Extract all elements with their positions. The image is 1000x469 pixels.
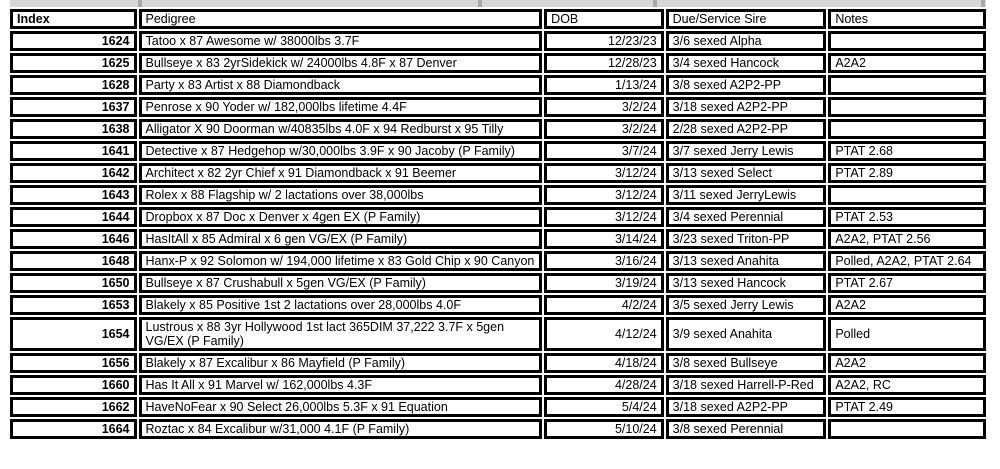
table-row — [10, 75, 986, 95]
table-row — [10, 97, 986, 117]
table-row — [10, 273, 986, 293]
cell-notes: PTAT 2.68 — [828, 141, 986, 161]
cell-dob: 3/2/24 — [544, 119, 663, 139]
cell-sire: 3/13 sexed Select — [666, 163, 827, 183]
cell-sire: 3/11 sexed JerryLewis — [666, 185, 827, 205]
cell-notes — [828, 75, 986, 95]
cell-dob: 4/28/24 — [544, 375, 663, 395]
cell-sire: 3/18 sexed A2P2-PP — [666, 397, 827, 417]
table-row — [10, 163, 986, 183]
cell-dob: 3/2/24 — [544, 97, 663, 117]
cell-sire: 3/9 sexed Anahita — [666, 317, 827, 351]
cell-index: 1638 — [10, 119, 137, 139]
cell-dob: 3/14/24 — [544, 229, 663, 249]
table-header — [10, 9, 986, 29]
cell-pedigree: Bullseye x 87 Crushabull x 5gen VG/EX (P Family) — [139, 273, 543, 293]
cell-dob: 3/12/24 — [544, 163, 663, 183]
table-row — [10, 185, 986, 205]
cell-dob: 3/12/24 — [544, 185, 663, 205]
cell-notes — [828, 185, 986, 205]
cell-dob: 4/2/24 — [544, 295, 663, 315]
cell-index: 1643 — [10, 185, 137, 205]
cell-pedigree: HasItAll x 85 Admiral x 6 gen VG/EX (P Family) — [139, 229, 543, 249]
cell-notes — [828, 97, 986, 117]
column-header-dob: DOB — [544, 9, 663, 29]
cell-index: 1641 — [10, 141, 137, 161]
cell-dob: 5/10/24 — [544, 419, 663, 439]
table-row — [10, 119, 986, 139]
cell-pedigree: Party x 83 Artist x 88 Diamondback — [139, 75, 543, 95]
cell-notes — [828, 31, 986, 51]
cell-sire: 3/13 sexed Anahita — [666, 251, 827, 271]
table-row — [10, 207, 986, 227]
column-header-sire: Due/Service Sire — [666, 9, 827, 29]
cell-notes: PTAT 2.67 — [828, 273, 986, 293]
cell-pedigree: Dropbox x 87 Doc x Denver x 4gen EX (P Family) — [139, 207, 543, 227]
cell-notes — [828, 119, 986, 139]
cell-dob: 4/18/24 — [544, 353, 663, 373]
cell-pedigree: Lustrous x 88 3yr Hollywood 1st lact 365DIM 37,222 3.7F x 5gen VG/EX (P Family) — [139, 317, 543, 351]
cell-index: 1625 — [10, 53, 137, 73]
cell-notes: PTAT 2.53 — [828, 207, 986, 227]
cell-sire: 3/8 sexed Perennial — [666, 419, 827, 439]
cell-dob: 3/12/24 — [544, 207, 663, 227]
breeding-table — [8, 7, 988, 441]
table-row — [10, 295, 986, 315]
cell-notes — [828, 419, 986, 439]
cell-pedigree: Bullseye x 83 2yrSidekick w/ 24000lbs 4.8F x 87 Denver — [139, 53, 543, 73]
table-body — [10, 31, 986, 439]
cell-dob: 12/23/23 — [544, 31, 663, 51]
cell-sire: 3/5 sexed Jerry Lewis — [666, 295, 827, 315]
cell-pedigree: Detective x 87 Hedgehop w/30,000lbs 3.9F x 90 Jacoby (P Family) — [139, 141, 543, 161]
cell-pedigree: Architect x 82 2yr Chief x 91 Diamondback x 91 Beemer — [139, 163, 543, 183]
cell-dob: 1/13/24 — [544, 75, 663, 95]
cropped-cell-divider — [981, 0, 985, 7]
table-row — [10, 317, 986, 351]
cell-pedigree: HaveNoFear x 90 Select 26,000lbs 5.3F x 91 Equation — [139, 397, 543, 417]
cell-sire: 3/8 sexed A2P2-PP — [666, 75, 827, 95]
cell-notes: A2A2, PTAT 2.56 — [828, 229, 986, 249]
table-row — [10, 53, 986, 73]
cropped-cell-divider — [138, 0, 142, 7]
cell-index: 1628 — [10, 75, 137, 95]
cell-dob: 5/4/24 — [544, 397, 663, 417]
cell-index: 1646 — [10, 229, 137, 249]
cell-index: 1664 — [10, 419, 137, 439]
cell-notes: Polled, A2A2, PTAT 2.64 — [828, 251, 986, 271]
cell-pedigree: Roztac x 84 Excalibur w/31,000 4.1F (P Family) — [139, 419, 543, 439]
cell-index: 1662 — [10, 397, 137, 417]
column-header-notes: Notes — [828, 9, 986, 29]
cell-index: 1648 — [10, 251, 137, 271]
column-header-pedigree: Pedigree — [139, 9, 543, 29]
cell-dob: 3/19/24 — [544, 273, 663, 293]
table-row — [10, 375, 986, 395]
cell-dob: 3/16/24 — [544, 251, 663, 271]
cell-pedigree: Tatoo x 87 Awesome w/ 38000lbs 3.7F — [139, 31, 543, 51]
header-row — [10, 9, 986, 29]
cell-notes: PTAT 2.89 — [828, 163, 986, 183]
cell-sire: 3/23 sexed Triton-PP — [666, 229, 827, 249]
table-row — [10, 353, 986, 373]
cell-pedigree: Has It All x 91 Marvel w/ 162,000lbs 4.3F — [139, 375, 543, 395]
cell-index: 1644 — [10, 207, 137, 227]
cropped-cell-divider — [478, 0, 482, 7]
cell-sire: 3/18 sexed Harrell-P-Red — [666, 375, 827, 395]
table-row — [10, 229, 986, 249]
cell-dob: 4/12/24 — [544, 317, 663, 351]
cell-sire: 2/28 sexed A2P2-PP — [666, 119, 827, 139]
cell-index: 1650 — [10, 273, 137, 293]
cell-index: 1642 — [10, 163, 137, 183]
cropped-cell-divider — [653, 0, 657, 7]
cell-pedigree: Blakely x 87 Excalibur x 86 Mayfield (P Family) — [139, 353, 543, 373]
cell-dob: 12/28/23 — [544, 53, 663, 73]
cell-index: 1660 — [10, 375, 137, 395]
cell-sire: 3/8 sexed Bullseye — [666, 353, 827, 373]
cropped-row-above — [10, 0, 986, 7]
cell-pedigree: Rolex x 88 Flagship w/ 2 lactations over 38,000lbs — [139, 185, 543, 205]
table-row — [10, 397, 986, 417]
cell-pedigree: Blakely x 85 Positive 1st 2 lactations over 28,000lbs 4.0F — [139, 295, 543, 315]
cell-sire: 3/4 sexed Hancock — [666, 53, 827, 73]
cell-pedigree: Hanx-P x 92 Solomon w/ 194,000 lifetime x 83 Gold Chip x 90 Canyon — [139, 251, 543, 271]
cell-notes: A2A2 — [828, 295, 986, 315]
table-row — [10, 419, 986, 439]
cell-sire: 3/6 sexed Alpha — [666, 31, 827, 51]
table-row — [10, 251, 986, 271]
cell-sire: 3/4 sexed Perennial — [666, 207, 827, 227]
cell-notes: PTAT 2.49 — [828, 397, 986, 417]
column-header-index: Index — [10, 9, 137, 29]
cell-sire: 3/7 sexed Jerry Lewis — [666, 141, 827, 161]
cell-notes: A2A2 — [828, 353, 986, 373]
cell-index: 1637 — [10, 97, 137, 117]
cell-index: 1656 — [10, 353, 137, 373]
cell-index: 1653 — [10, 295, 137, 315]
cell-pedigree: Alligator X 90 Doorman w/40835lbs 4.0F x 94 Redburst x 95 Tilly — [139, 119, 543, 139]
cell-sire: 3/13 sexed Hancock — [666, 273, 827, 293]
cell-dob: 3/7/24 — [544, 141, 663, 161]
cell-index: 1624 — [10, 31, 137, 51]
table-row — [10, 141, 986, 161]
cell-sire: 3/18 sexed A2P2-PP — [666, 97, 827, 117]
cell-notes: Polled — [828, 317, 986, 351]
cell-notes: A2A2, RC — [828, 375, 986, 395]
table-row — [10, 31, 986, 51]
cell-index: 1654 — [10, 317, 137, 351]
cell-notes: A2A2 — [828, 53, 986, 73]
cell-pedigree: Penrose x 90 Yoder w/ 182,000lbs lifetime 4.4F — [139, 97, 543, 117]
